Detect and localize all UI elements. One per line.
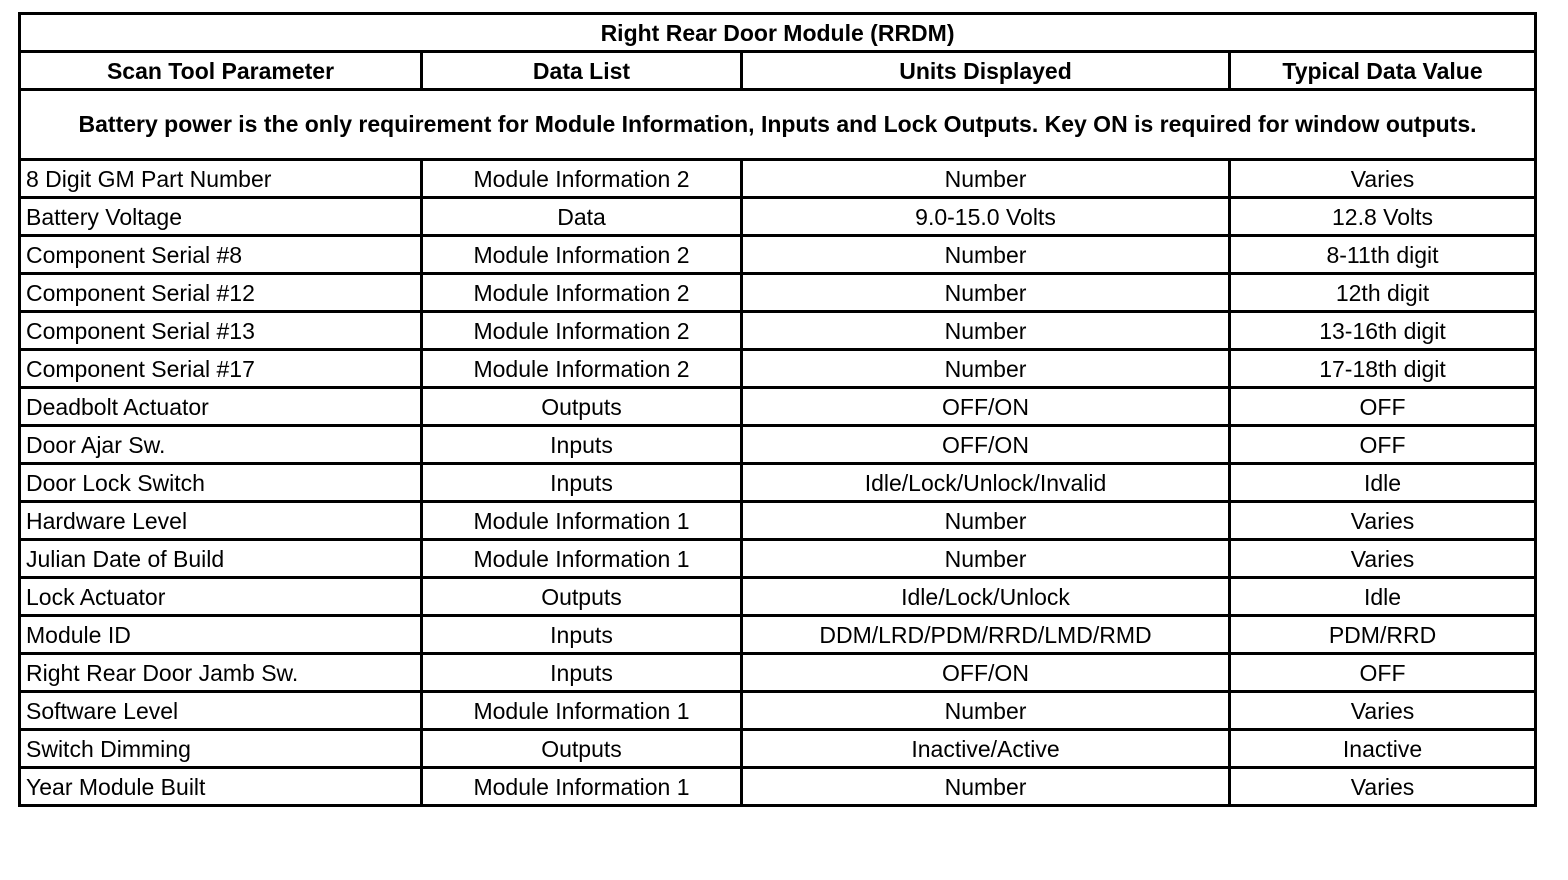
table-row [20,464,1536,502]
units-cell: OFF/ON [742,654,1230,692]
typical-value-cell: OFF [1230,426,1536,464]
param-cell: Component Serial #8 [20,236,422,274]
table-row [20,616,1536,654]
units-cell: Idle/Lock/Unlock/Invalid [742,464,1230,502]
header-scan-tool-parameter: Scan Tool Parameter [20,52,422,90]
typical-value-cell: 13-16th digit [1230,312,1536,350]
table-row [20,160,1536,198]
units-cell: DDM/LRD/PDM/RRD/LMD/RMD [742,616,1230,654]
data-list-cell: Module Information 1 [422,768,742,806]
data-list-cell: Outputs [422,578,742,616]
units-cell: 9.0-15.0 Volts [742,198,1230,236]
data-list-cell: Module Information 2 [422,236,742,274]
typical-value-cell: 12th digit [1230,274,1536,312]
header-typical-data-value: Typical Data Value [1230,52,1536,90]
typical-value-cell: Varies [1230,540,1536,578]
typical-value-cell: Idle [1230,464,1536,502]
typical-value-cell: 8-11th digit [1230,236,1536,274]
typical-value-cell: OFF [1230,388,1536,426]
param-cell: Julian Date of Build [20,540,422,578]
typical-value-cell: Inactive [1230,730,1536,768]
data-list-cell: Module Information 2 [422,312,742,350]
units-cell: Number [742,160,1230,198]
data-list-cell: Module Information 1 [422,540,742,578]
header-row [20,52,1536,90]
typical-value-cell: 12.8 Volts [1230,198,1536,236]
typical-value-cell: PDM/RRD [1230,616,1536,654]
units-cell: OFF/ON [742,426,1230,464]
table-row [20,654,1536,692]
units-cell: Number [742,350,1230,388]
data-list-cell: Outputs [422,388,742,426]
table-row [20,274,1536,312]
param-cell: Year Module Built [20,768,422,806]
units-cell: Number [742,274,1230,312]
data-list-cell: Module Information 2 [422,274,742,312]
table-row [20,426,1536,464]
param-cell: Hardware Level [20,502,422,540]
header-data-list: Data List [422,52,742,90]
units-cell: Number [742,502,1230,540]
typical-value-cell: Varies [1230,502,1536,540]
units-cell: Number [742,236,1230,274]
data-list-cell: Data [422,198,742,236]
data-list-cell: Module Information 2 [422,160,742,198]
table-row [20,236,1536,274]
data-list-cell: Outputs [422,730,742,768]
param-cell: Component Serial #17 [20,350,422,388]
units-cell: Number [742,768,1230,806]
units-cell: Number [742,692,1230,730]
requirement-note: Battery power is the only requirement for Module Information, Inputs and Lock Outputs. Key ON is required for window outputs. [20,90,1536,160]
table-row [20,388,1536,426]
typical-value-cell: OFF [1230,654,1536,692]
param-cell: Component Serial #12 [20,274,422,312]
typical-value-cell: Varies [1230,768,1536,806]
table-title: Right Rear Door Module (RRDM) [20,14,1536,52]
data-list-cell: Module Information 1 [422,502,742,540]
param-cell: Switch Dimming [20,730,422,768]
units-cell: Idle/Lock/Unlock [742,578,1230,616]
units-cell: Inactive/Active [742,730,1230,768]
param-cell: Software Level [20,692,422,730]
title-row [20,14,1536,52]
data-list-cell: Inputs [422,616,742,654]
param-cell: 8 Digit GM Part Number [20,160,422,198]
typical-value-cell: Varies [1230,692,1536,730]
data-list-cell: Inputs [422,426,742,464]
param-cell: Lock Actuator [20,578,422,616]
data-list-cell: Module Information 2 [422,350,742,388]
table-row [20,768,1536,806]
typical-value-cell: 17-18th digit [1230,350,1536,388]
units-cell: Number [742,540,1230,578]
header-units-displayed: Units Displayed [742,52,1230,90]
table-row [20,502,1536,540]
param-cell: Component Serial #13 [20,312,422,350]
units-cell: OFF/ON [742,388,1230,426]
table-row [20,350,1536,388]
table-row [20,540,1536,578]
table-row [20,312,1536,350]
data-list-cell: Inputs [422,464,742,502]
param-cell: Deadbolt Actuator [20,388,422,426]
table-row [20,692,1536,730]
typical-value-cell: Varies [1230,160,1536,198]
rrdm-data-table [18,12,1537,807]
param-cell: Module ID [20,616,422,654]
param-cell: Door Ajar Sw. [20,426,422,464]
note-row [20,90,1536,160]
units-cell: Number [742,312,1230,350]
table-body [20,14,1536,806]
param-cell: Battery Voltage [20,198,422,236]
data-list-cell: Module Information 1 [422,692,742,730]
param-cell: Right Rear Door Jamb Sw. [20,654,422,692]
table-row [20,198,1536,236]
table-row [20,730,1536,768]
data-list-cell: Inputs [422,654,742,692]
table-row [20,578,1536,616]
param-cell: Door Lock Switch [20,464,422,502]
typical-value-cell: Idle [1230,578,1536,616]
